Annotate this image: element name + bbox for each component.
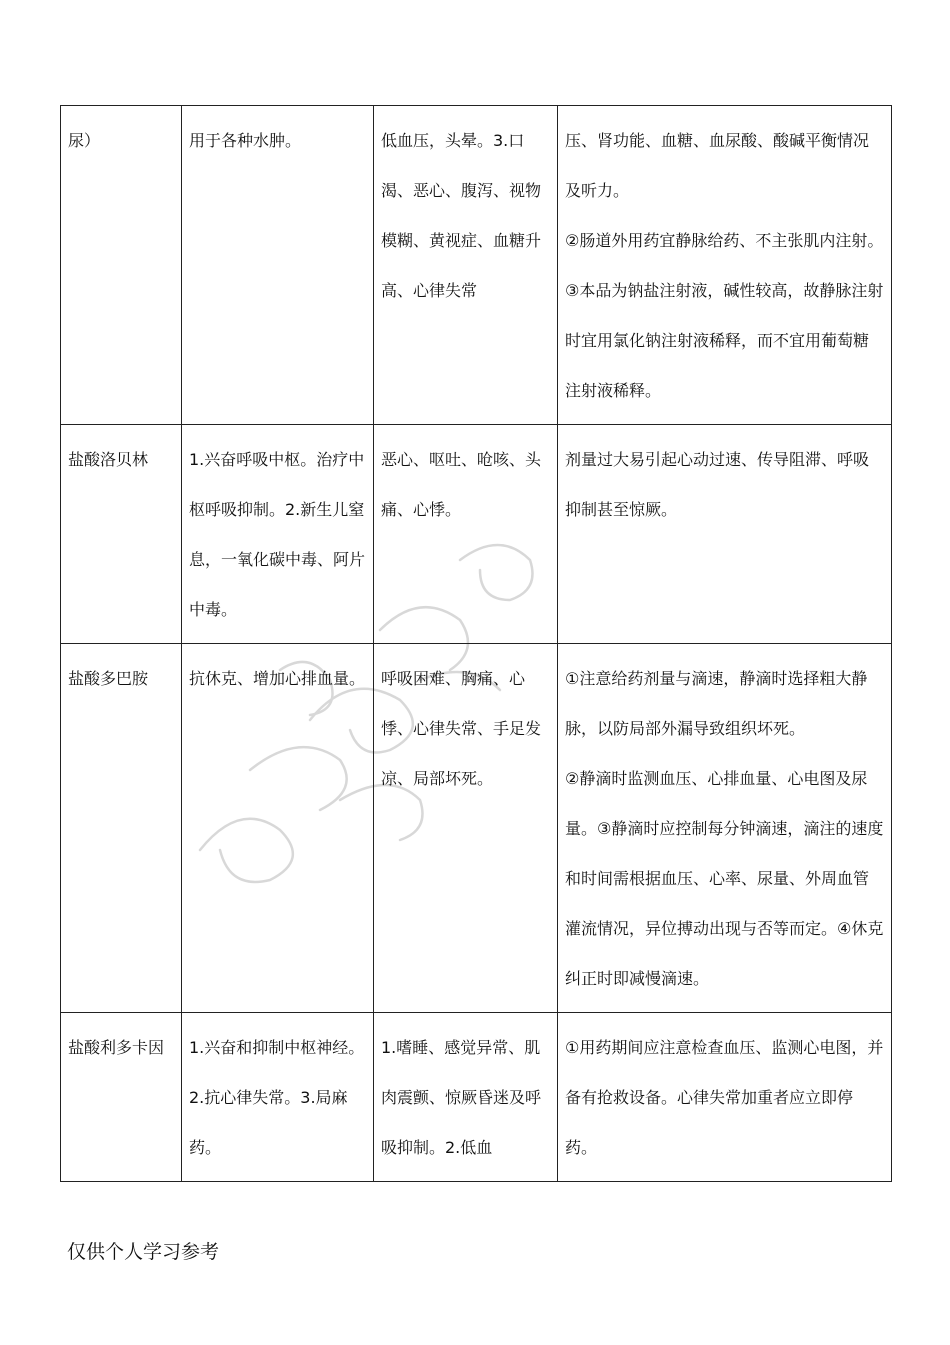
drug-name-cell: 尿）	[61, 106, 182, 425]
table-row	[61, 1013, 892, 1182]
adverse-effects-cell: 呼吸困难、胸痛、心悸、心律失常、手足发凉、局部坏死。	[374, 644, 558, 1013]
adverse-effects-cell: 恶心、呕吐、呛咳、头痛、心悸。	[374, 425, 558, 644]
notes-cell	[558, 425, 892, 644]
indication-cell: 用于各种水肿。	[182, 106, 374, 425]
notes-paragraph: ②肠道外用药宜静脉给药、不主张肌内注射。	[565, 231, 884, 250]
adverse-effects-cell: 低血压，头晕。3.口渴、恶心、腹泻、视物模糊、黄视症、血糖升高、心律失常	[374, 106, 558, 425]
adverse-effects-cell: 1.嗜睡、感觉异常、肌肉震颤、惊厥昏迷及呼吸抑制。2.低血	[374, 1013, 558, 1182]
drug-name-cell: 盐酸洛贝林	[61, 425, 182, 644]
table-row	[61, 425, 892, 644]
notes-paragraph: ③本品为钠盐注射液，碱性较高，故静脉注射时宜用氯化钠注射液稀释，而不宜用葡萄糖注射液稀释。	[565, 281, 884, 400]
table-row	[61, 106, 892, 425]
drug-name-cell: 盐酸利多卡因	[61, 1013, 182, 1182]
footer-note: 仅供个人学习参考	[67, 1241, 220, 1263]
indication-cell: 1.兴奋和抑制中枢神经。2.抗心律失常。3.局麻药。	[182, 1013, 374, 1182]
notes-cell	[558, 644, 892, 1013]
notes-paragraph: 剂量过大易引起心动过速、传导阻滞、呼吸抑制甚至惊厥。	[565, 450, 870, 519]
indication-cell: 1.兴奋呼吸中枢。治疗中枢呼吸抑制。2.新生儿窒息，一氧化碳中毒、阿片中毒。	[182, 425, 374, 644]
drug-table	[60, 105, 892, 1182]
notes-paragraph: ①用药期间应注意检查血压、监测心电图，并备有抢救设备。心律失常加重者应立即停药。	[565, 1038, 884, 1157]
indication-cell: 抗休克、增加心排血量。	[182, 644, 374, 1013]
drug-name-cell: 盐酸多巴胺	[61, 644, 182, 1013]
notes-paragraph: ①注意给药剂量与滴速，静滴时选择粗大静脉，以防局部外漏导致组织坏死。	[565, 669, 868, 738]
notes-cell	[558, 106, 892, 425]
notes-paragraph: ②静滴时监测血压、心排血量、心电图及尿量。③静滴时应控制每分钟滴速，滴注的速度和时间需根据血压、心率、尿量、外周血管灌流情况，异位搏动出现与否等而定。④休克纠正时即减慢滴速。	[565, 769, 884, 988]
table-row	[61, 644, 892, 1013]
notes-paragraph: 压、肾功能、血糖、血尿酸、酸碱平衡情况及听力。	[565, 131, 870, 200]
notes-cell	[558, 1013, 892, 1182]
